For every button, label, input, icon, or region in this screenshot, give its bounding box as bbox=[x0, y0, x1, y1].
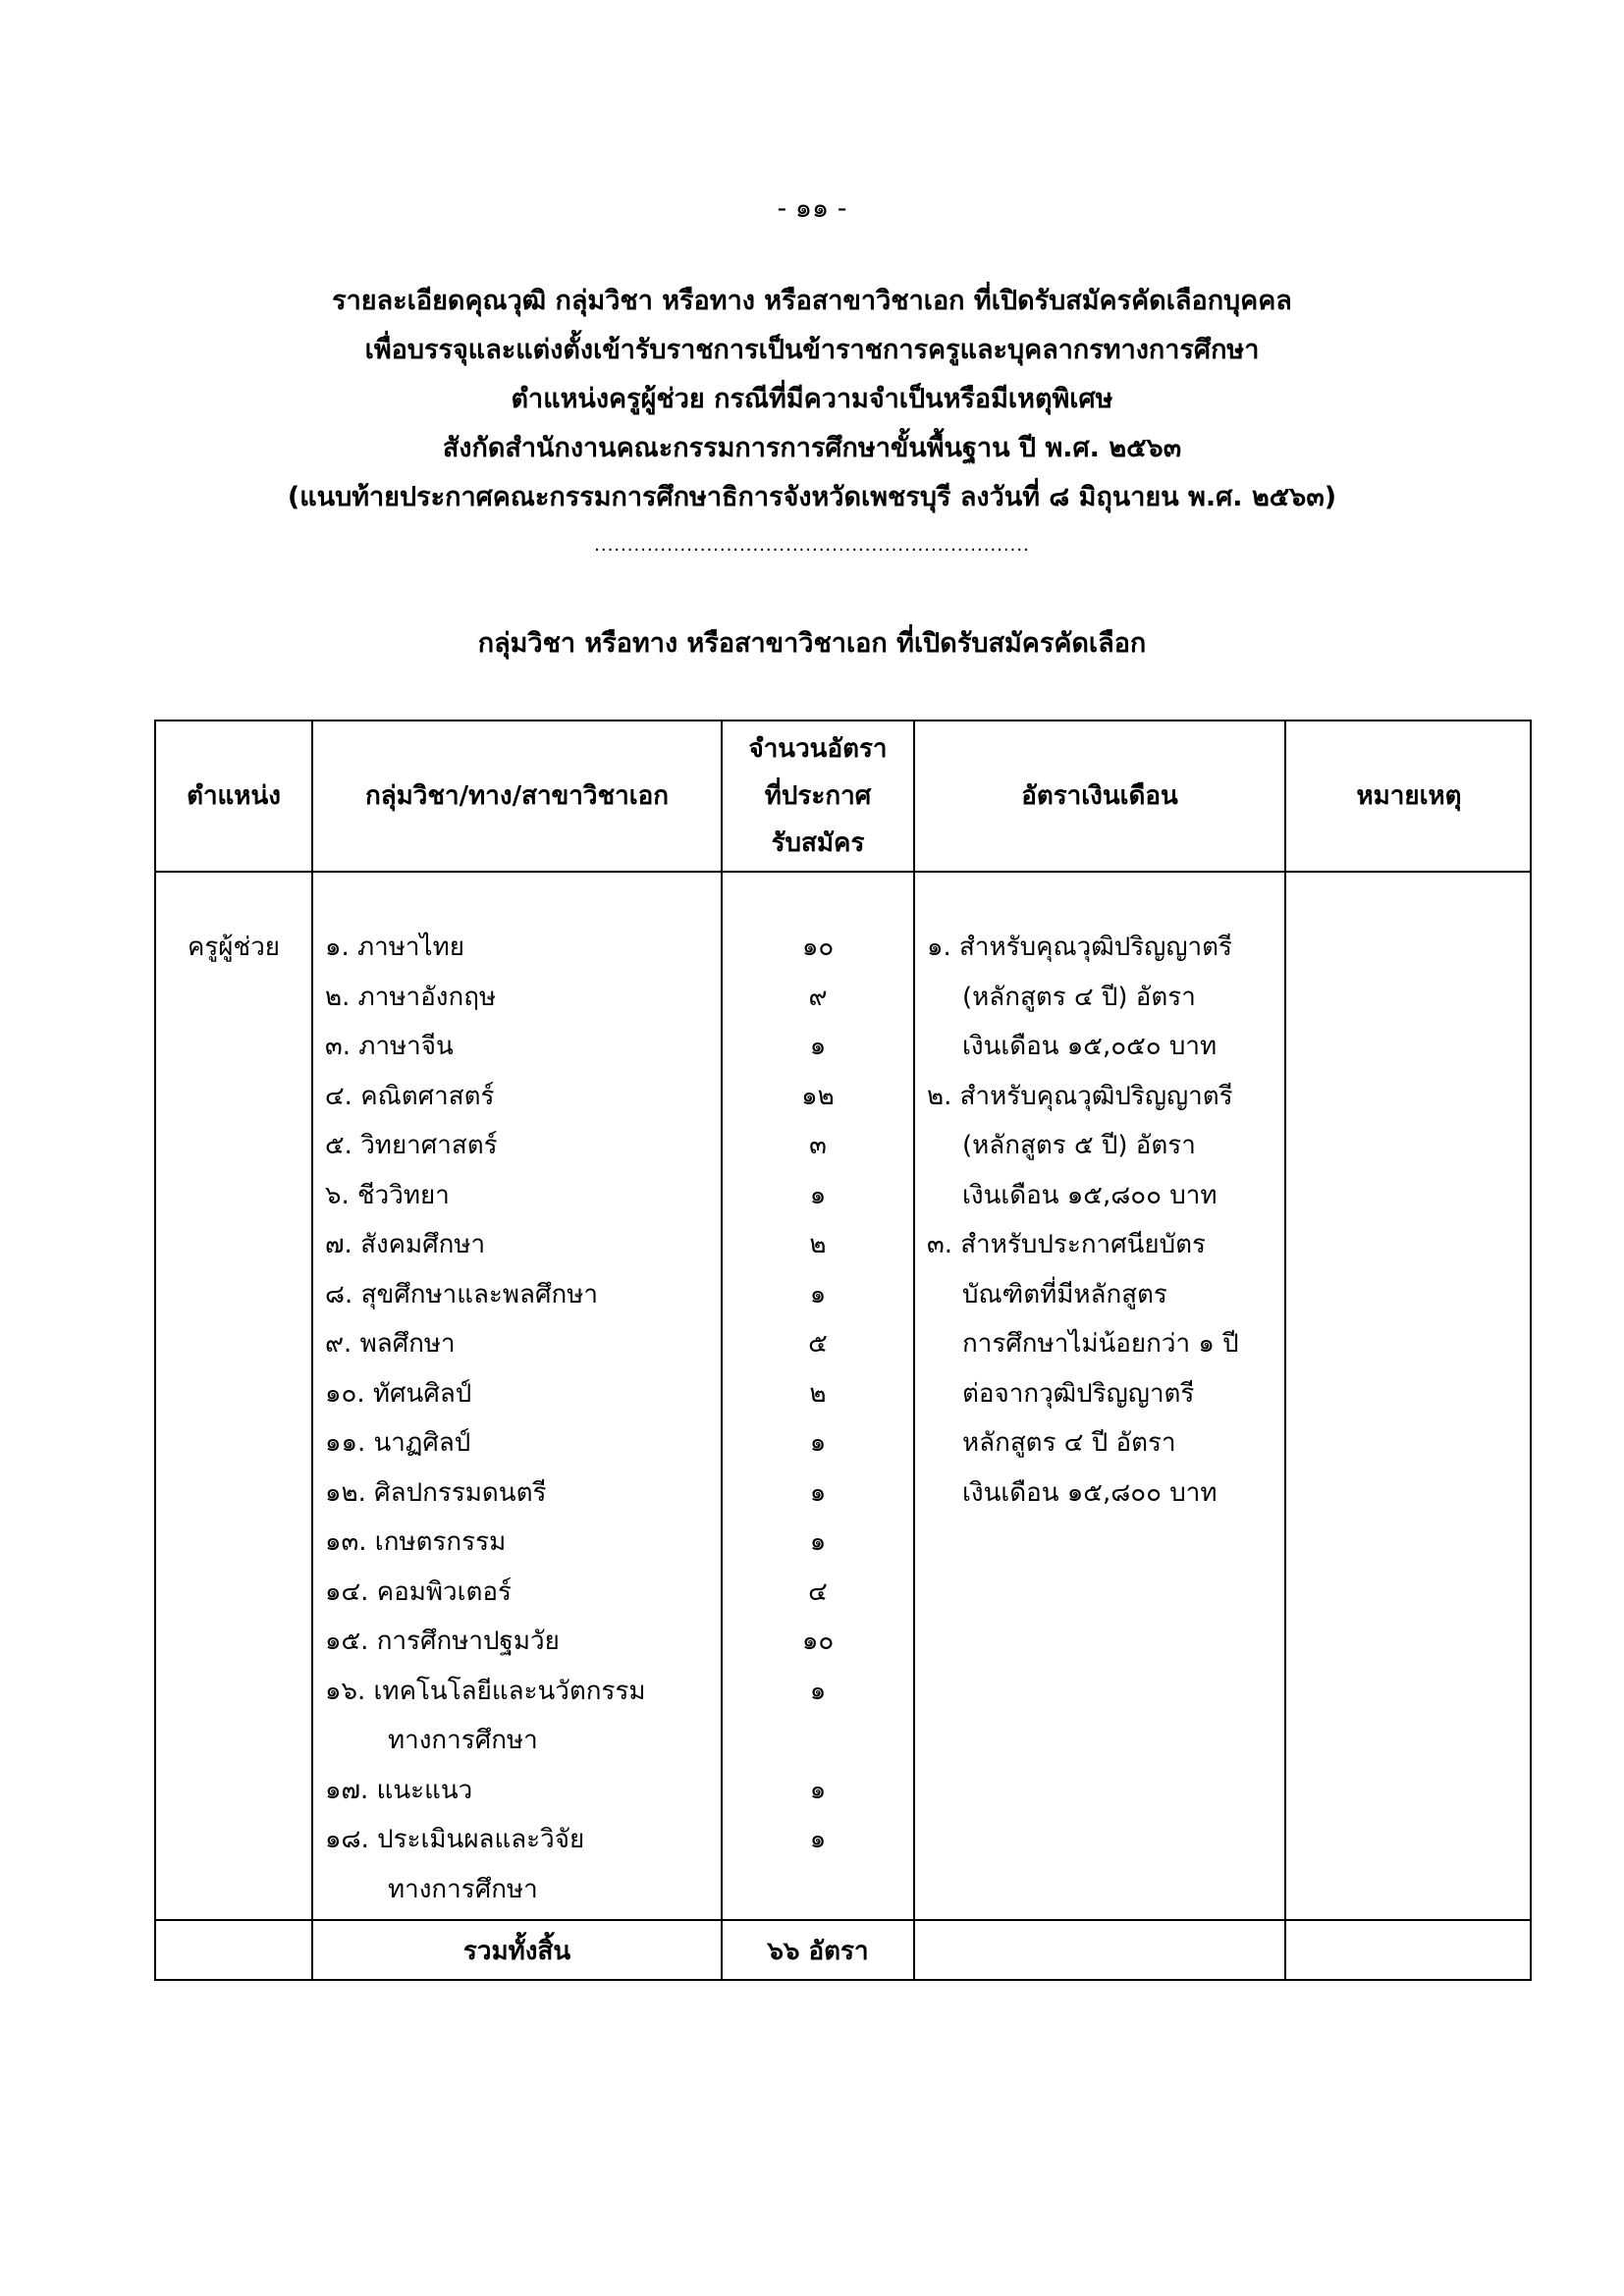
header-remark bbox=[1286, 721, 1532, 871]
salary-line: การศึกษาไม่น้อยกว่า ๑ ปี bbox=[962, 1329, 1239, 1359]
subject-count: ๑ bbox=[809, 1279, 827, 1309]
heading-line: ตำแหน่งครูผู้ช่วย กรณีที่มีความจำเป็นหรือมีเหตุพิเศษ bbox=[511, 384, 1113, 414]
subject-count: ๔ bbox=[808, 1576, 828, 1607]
page-number: - ๑๑ - bbox=[777, 193, 847, 224]
header-count-line: รับสมัคร bbox=[771, 828, 865, 858]
subject-count: ๑ bbox=[809, 1775, 827, 1805]
subject-item: ๑๕. การศึกษาปฐมวัย bbox=[325, 1627, 560, 1656]
salary-line: เงินเดือน ๑๕,๘๐๐ บาท bbox=[962, 1180, 1218, 1210]
header-salary bbox=[915, 721, 1284, 871]
header-salary-label: อัตราเงินเดือน bbox=[1021, 781, 1178, 811]
total-label-cell bbox=[313, 1921, 721, 1980]
header-count-line: จำนวนอัตรา bbox=[748, 734, 888, 764]
subject-list bbox=[325, 923, 718, 1914]
subject-count bbox=[723, 1716, 913, 1766]
subject-item: ๑๗. แนะแนว bbox=[325, 1775, 473, 1805]
subject-count: ๒ bbox=[809, 1378, 827, 1409]
subject-item: ๑๖. เทคโนโลยีและนวัตกรรม bbox=[325, 1676, 646, 1706]
subject-item: ๑๒. ศิลปกรรมดนตรี bbox=[325, 1477, 547, 1508]
subject-item: ๑. ภาษาไทย bbox=[325, 933, 464, 962]
subject-item: ๒. ภาษาอังกฤษ bbox=[325, 982, 497, 1012]
salary-line: เงินเดือน ๑๕,๘๐๐ บาท bbox=[962, 1477, 1218, 1508]
subject-count: ๑ bbox=[809, 1428, 827, 1458]
document-heading bbox=[59, 277, 1565, 522]
total-label: รวมทั้งสิ้น bbox=[462, 1936, 571, 1966]
column-divider bbox=[311, 721, 313, 1979]
vacancy-table bbox=[154, 720, 1532, 1981]
salary-line: เงินเดือน ๑๕,๐๕๐ บาท bbox=[962, 1032, 1218, 1061]
salary-line: (หลักสูตร ๔ ปี) อัตรา bbox=[962, 982, 1196, 1012]
position-cell bbox=[156, 923, 311, 973]
salary-line: ๓. สำหรับประกาศนียบัตร bbox=[927, 1230, 1207, 1259]
salary-line: หลักสูตร ๔ ปี อัตรา bbox=[962, 1428, 1176, 1458]
subject-item: ทางการศึกษา bbox=[388, 1874, 538, 1904]
subject-count: ๒ bbox=[809, 1230, 827, 1259]
total-value: ๖๖ อัตรา bbox=[767, 1936, 869, 1966]
subject-count: ๑ bbox=[809, 1180, 827, 1210]
dotted-separator: .................................................................. bbox=[594, 535, 1030, 556]
subject-item: ๑๐. ทัศนศิลป์ bbox=[325, 1378, 472, 1409]
header-subject bbox=[313, 721, 721, 871]
heading-line: รายละเอียดคุณวุฒิ กลุ่มวิชา หรือทาง หรือสาขาวิชาเอก ที่เปิดรับสมัครคัดเลือกบุคคล bbox=[332, 286, 1292, 316]
subject-item: ๔. คณิตศาสตร์ bbox=[325, 1081, 495, 1111]
salary-line: (หลักสูตร ๕ ปี) อัตรา bbox=[962, 1131, 1196, 1160]
subject-count: ๑๐ bbox=[801, 1627, 835, 1656]
column-divider bbox=[913, 721, 915, 1979]
subject-item: ๕. วิทยาศาสตร์ bbox=[325, 1131, 498, 1160]
subject-item: ทางการศึกษา bbox=[388, 1726, 538, 1755]
subject-item: ๙. พลศึกษา bbox=[325, 1329, 456, 1359]
heading-line: สังกัดสำนักงานคณะกรรมการการศึกษาขั้นพื้นฐาน ปี พ.ศ. ๒๕๖๓ bbox=[442, 433, 1182, 463]
subject-item: ๑๔. คอมพิวเตอร์ bbox=[325, 1576, 512, 1607]
salary-line: ต่อจากวุฒิปริญญาตรี bbox=[962, 1378, 1195, 1409]
header-subject-label: กลุ่มวิชา/ทาง/สาขาวิชาเอก bbox=[364, 781, 670, 811]
header-position-label: ตำแหน่ง bbox=[187, 781, 281, 811]
subject-count: ๙ bbox=[808, 982, 828, 1012]
subject-item: ๑๓. เกษตรกรรม bbox=[325, 1527, 507, 1557]
subject-count: ๑ bbox=[809, 1477, 827, 1508]
total-value-cell bbox=[723, 1921, 913, 1980]
table-caption: กลุ่มวิชา หรือทาง หรือสาขาวิชาเอก ที่เปิดรับสมัครคัดเลือก bbox=[477, 628, 1147, 659]
subject-count bbox=[723, 1865, 913, 1915]
subject-item: ๘. สุขศึกษาและพลศึกษา bbox=[325, 1279, 598, 1309]
header-count-line: ที่ประกาศ bbox=[764, 781, 872, 811]
heading-line: (แนบท้ายประกาศคณะกรรมการศึกษาธิการจังหวัดเพชรบุรี ลงวันที่ ๘ มิถุนายน พ.ศ. ๒๕๖๓) bbox=[287, 482, 1337, 512]
subject-count: ๕ bbox=[808, 1329, 828, 1359]
subject-item: ๗. สังคมศึกษา bbox=[325, 1230, 486, 1259]
subject-item: ๑๑. นาฏศิลป์ bbox=[325, 1428, 471, 1458]
subject-count: ๑ bbox=[809, 1825, 827, 1854]
header-remark-label: หมายเหตุ bbox=[1356, 781, 1462, 811]
subject-count: ๓ bbox=[809, 1131, 827, 1160]
count-list bbox=[723, 923, 913, 1914]
salary-line: ๒. สำหรับคุณวุฒิปริญญาตรี bbox=[927, 1081, 1233, 1111]
subject-count: ๑๒ bbox=[801, 1081, 835, 1111]
subject-count: ๑ bbox=[809, 1676, 827, 1706]
position-value: ครูผู้ช่วย bbox=[187, 933, 281, 962]
subject-item: ๖. ชีววิทยา bbox=[325, 1180, 450, 1210]
salary-line: บัณฑิตที่มีหลักสูตร bbox=[962, 1279, 1167, 1309]
salary-line: ๑. สำหรับคุณวุฒิปริญญาตรี bbox=[927, 933, 1232, 962]
header-count bbox=[723, 721, 913, 871]
salary-list bbox=[927, 923, 1282, 1518]
header-position bbox=[156, 721, 311, 871]
subject-count: ๑๐ bbox=[801, 933, 835, 962]
subject-count: ๑ bbox=[809, 1527, 827, 1557]
subject-item: ๑๘. ประเมินผลและวิจัย bbox=[325, 1825, 585, 1854]
heading-line: เพื่อบรรจุและแต่งตั้งเข้ารับราชการเป็นข้าราชการครูและบุคลากรทางการศึกษา bbox=[364, 335, 1260, 365]
subject-item: ๓. ภาษาจีน bbox=[325, 1032, 454, 1061]
subject-count: ๑ bbox=[809, 1032, 827, 1061]
header-divider bbox=[156, 871, 1530, 873]
column-divider bbox=[1284, 721, 1286, 1979]
